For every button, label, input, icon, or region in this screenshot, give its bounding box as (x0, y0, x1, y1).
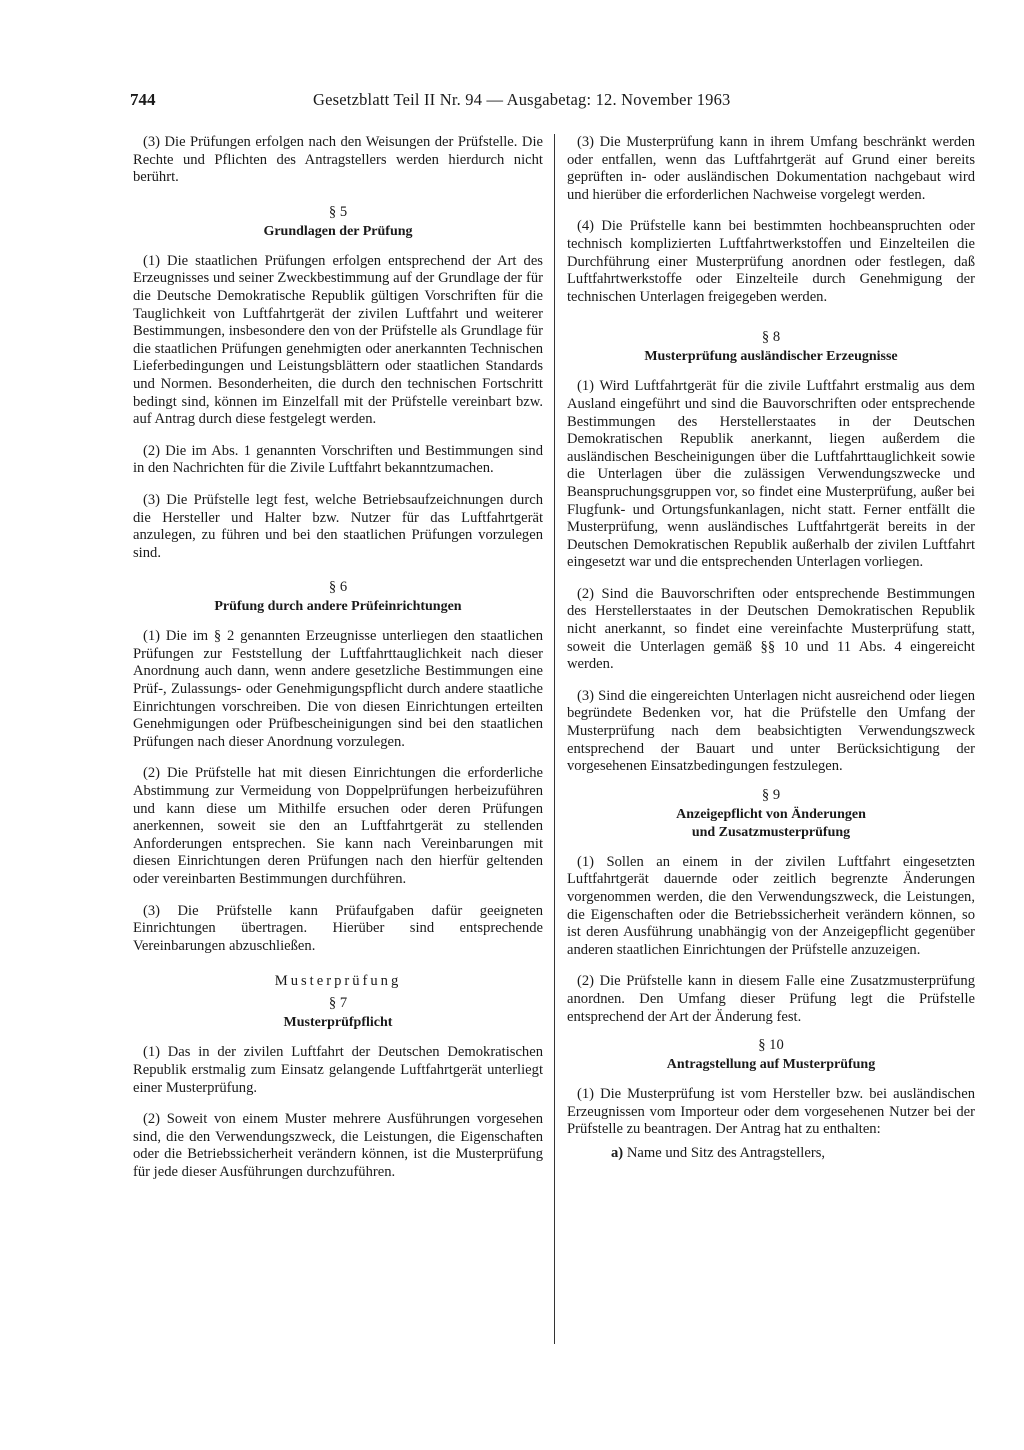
page-number: 744 (130, 90, 156, 109)
section-number: § 10 (758, 1037, 784, 1054)
paragraph: (2) Die Prüfstelle kann in diesem Falle eine Zusatzmusterprüfung anordnen. Den Umfang dieser Prüfung legt die Prüfstelle entsprechend der Art der Änderung fest. (567, 973, 975, 1025)
section-title: Anzeigepflicht von Änderungen (676, 806, 866, 822)
paragraph: (1) Wird Luftfahrtgerät für die zivile Luftfahrt erstmalig aus dem Ausland eingeführt und sind die Bauvorschriften oder entsprechende Bestimmungen des Herstellerstaates in der Deutschen Demokratischen Republik anerkannt, liegen außerdem die ausländischen Bescheinigungen über die Luftfahrttauglichkeit sowie die Unterlagen über die zulässigen Verwendungszwecke und Beanspruchungsgruppen vor, so findet eine Musterprüfung, außer bei Flugfunk- und Ortungsfunkanlagen, nicht statt. Ferner entfällt die Musterprüfung, wenn ausländisches Luftfahrtgerät bereits in der Deutschen Demokratischen Republik außerhalb der zivilen Luftfahrt eingesetzt war und die entsprechenden Unterlagen vorliegen. (567, 378, 975, 571)
paragraph: (2) Soweit von einem Muster mehrere Ausführungen vorgesehen sind, die den Verwendungszweck, die Leistungen, die Eigenschaften oder die Betriebssicherheit verändern können, ist die Musterprüfung für jede dieser Ausführungen durchzuführen. (133, 1111, 543, 1180)
section-number: § 9 (761, 786, 781, 803)
section-title: und Zusatzmusterprüfung (691, 824, 851, 840)
page-header (130, 90, 960, 114)
paragraph: (2) Die Prüfstelle hat mit diesen Einrichtungen die erforderliche Abstimmung zur Vermeidung von Doppelprüfungen herbeizuführen und kann diese um Mithilfe ersuchen oder deren Prüfungen anerkennen, soweit sie den an Luftfahrtgerät zu stellenden Anforderungen entsprechen. Sie kann nach Vereinbarungen mit diesen Einrichtungen deren Prüfungen nach den hierfür geltenden oder vereinbarten Bestimmungen durchführen. (133, 765, 543, 887)
section-title: Prüfung durch andere Prüfeinrichtungen (214, 599, 462, 615)
section-title: Musterprüfpflicht (283, 1015, 393, 1031)
chapter-heading: Musterprüfung (274, 973, 402, 990)
paragraph: (1) Die staatlichen Prüfungen erfolgen entsprechend der Art des Erzeugnisses und seiner Zweckbestimmung auf der Grundlage der für die Deutsche Demokratische Republik gültigen Vorschriften für die Tauglichkeit von Luftfahrtgerät der zivilen Luftfahrt und weiterer Bestimmungen, insbesondere den von der Prüfstelle als Grundlage für die staatlichen Prüfungen genehmigten oder anerkannten Technischen Lieferbedingungen und Leistungsblättern oder staatlichen Standards und Normen. Besonderheiten, die durch den technischen Fortschritt bedingt sind, können im Einzelfall mit der Prüfstelle vereinbart bzw. auf Antrag durch diese festgelegt werden. (133, 252, 543, 428)
section-number: § 8 (761, 329, 781, 346)
section-title: Musterprüfung ausländischer Erzeugnisse (644, 349, 898, 365)
right-column (567, 134, 975, 1163)
paragraph: (4) Die Prüfstelle kann bei bestimmten hochbeanspruchten oder technisch komplizierten Luftfahrtwerkstoffen und Einzelteilen die Durchführung einer Musterprüfung anordnen oder festlegen, daß Luftfahrtwerkstoffe oder Einzelteile durch Genehmigung der technischen Unterlagen freigegeben werden. (567, 218, 975, 305)
column-divider (554, 134, 555, 1344)
list-item (611, 1145, 975, 1163)
section-title: Antragstellung auf Musterprüfung (666, 1057, 876, 1073)
list-item-text: Name und Sitz des Antragstellers, (626, 1144, 826, 1161)
paragraph: (2) Sind die Bauvorschriften oder entsprechende Bestimmungen des Herstellerstaates in der Deutschen Demokratischen Republik nicht anerkannt, so findet eine vereinfachte Musterprüfung statt, soweit die Unterlagen gemäß §§ 10 und 11 Abs. 4 eingereicht werden. (567, 585, 975, 673)
paragraph: (3) Die Prüfstelle kann Prüfaufgaben dafür geeigneten Einrichtungen übertragen. Hierüber sind entsprechende Vereinbarungen abzuschließen. (133, 902, 543, 954)
section-title: Grundlagen der Prüfung (263, 223, 413, 239)
section-number: § 7 (328, 995, 348, 1012)
list-item-label: a) (611, 1144, 624, 1161)
paragraph: (1) Die Musterprüfung ist vom Hersteller bzw. bei ausländischen Erzeugnissen vom Importeur oder dem vorgesehenen Nutzer bei der Prüfstelle zu beantragen. Der Antrag hat zu enthalten: (567, 1086, 975, 1138)
paragraph: (2) Die im Abs. 1 genannten Vorschriften und Bestimmungen sind in den Nachrichten für die Zivile Luftfahrt bekanntzumachen. (133, 442, 543, 477)
paragraph: (1) Das in der zivilen Luftfahrt der Deutschen Demokratischen Republik erstmalig zum Einsatz gelangende Luftfahrtgerät unterliegt einer Musterprüfung. (133, 1044, 543, 1096)
header-title: Gesetzblatt Teil II Nr. 94 — Ausgabetag: 12. November 1963 (313, 90, 731, 109)
paragraph: (3) Die Prüfstelle legt fest, welche Betriebsaufzeichnungen durch die Hersteller und Halter bzw. Nutzer für das Luftfahrtgerät anzulegen, zu führen und bei den staatlichen Prüfungen vorzulegen sind. (133, 491, 543, 561)
left-column (133, 134, 543, 1182)
paragraph: (1) Die im § 2 genannten Erzeugnisse unterliegen den staatlichen Prüfungen zur Feststellung der Luftfahrttauglichkeit nach dieser Anordnung auch dann, wenn andere gesetzliche Bestimmungen eine Prüf-, Zulassungs- oder Genehmigungspflicht durch andere staatliche Einrichtungen vorschreiben. Die von diesen Einrichtungen erteilten Genehmigungen oder Prüfbescheinigungen sind bei den staatlichen Prüfungen nach dieser Anordnung vorzulegen. (133, 628, 543, 750)
section-number: § 5 (328, 203, 348, 220)
paragraph: (1) Sollen an einem in der zivilen Luftfahrt eingesetzten Luftfahrtgerät dauernde oder zeitlich begrenzte Änderungen vorgenommen werden, die den Verwendungszweck, die Leistungen, die Eigenschaften oder die Betriebssicherheit verändern können, so ist deren Ausführung unabhängig von der Anzeigepflicht gegenüber anderen staatlichen Einrichtungen der Prüfstelle anzuzeigen. (567, 853, 975, 958)
paragraph: (3) Sind die eingereichten Unterlagen nicht ausreichend oder liegen begründete Bedenken vor, hat die Prüfstelle den Umfang der Musterprüfung nach dem beabsichtigten Verwendungszweck entsprechend der Bauart und unter Berücksichtigung der vorgesehenen Einsatzbedingungen festzulegen. (567, 687, 975, 775)
section-number: § 6 (328, 579, 348, 596)
paragraph: (3) Die Prüfungen erfolgen nach den Weisungen der Prüfstelle. Die Rechte und Pflichten des Antragstellers werden hierdurch nicht berührt. (133, 134, 543, 186)
paragraph: (3) Die Musterprüfung kann in ihrem Umfang beschränkt werden oder entfallen, wenn das Luftfahrtgerät auf Grund einer bereits geprüften in- oder ausländischen Dokumentation nachgebaut wird und hierüber die erforderlichen Nachweise vorgelegt werden. (567, 134, 975, 203)
